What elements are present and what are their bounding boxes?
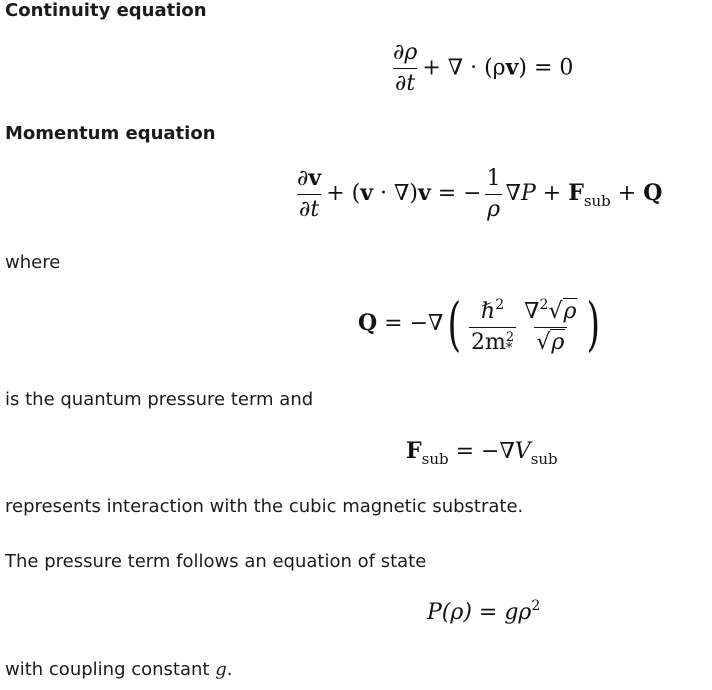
coupling-text-prefix: with coupling constant (5, 659, 216, 680)
fsub-symbol: F (406, 438, 422, 464)
q-close-paren: ) (586, 290, 601, 358)
continuity-velocity: v (505, 54, 519, 81)
substrate-text: represents interaction with the cubic magnetic substrate. (5, 496, 524, 517)
momentum-velocity-2: v (417, 180, 431, 206)
q-equals-nabla: = −∇ (377, 311, 444, 336)
quantum-pressure-text: is the quantum pressure term and (5, 389, 314, 410)
momentum-equation (292, 165, 662, 223)
coupling-text-suffix: . (226, 659, 233, 680)
continuity-fraction-denominator: ∂t (393, 68, 417, 97)
where-text: where (5, 252, 61, 273)
momentum-heading: Momentum equation (5, 123, 216, 144)
vsub-subscript: sub (530, 450, 558, 468)
momentum-equals: = − (430, 181, 482, 206)
coupling-symbol: g (215, 659, 227, 680)
fsub-rhs: = −∇V (448, 439, 531, 464)
continuity-equation (388, 40, 573, 97)
momentum-inverse-density (485, 166, 503, 223)
continuity-fraction-numerator: ∂ρ (393, 40, 418, 65)
quantum-pressure-equation (358, 292, 605, 356)
momentum-quantum-term: Q (643, 180, 663, 206)
q-hbar-num: ℏ$^2$ (481, 297, 505, 324)
momentum-fraction (295, 165, 323, 223)
momentum-pressure-gradient: ∇P + (505, 181, 569, 206)
q-hbar-fraction (469, 292, 516, 356)
state-text: The pressure term follows an equation of state (5, 551, 427, 572)
state-equation-body: P(ρ) = gρ (427, 600, 532, 625)
continuity-fraction (391, 40, 419, 97)
momentum-fraction-numerator: ∂v (297, 165, 322, 191)
q-sqrt-den: √ρ (534, 327, 567, 356)
momentum-force: F (568, 180, 584, 206)
momentum-dot-nabla: · ∇) (373, 181, 418, 206)
momentum-velocity-1: v (360, 180, 373, 206)
q-laplacian-fraction (522, 292, 579, 356)
q-open-paren: ( (447, 290, 462, 358)
continuity-rhs: ) = 0 (518, 55, 574, 81)
momentum-fraction-denominator: ∂t (297, 194, 321, 223)
q-laplacian-num: ∇$^2$√ρ (524, 297, 577, 324)
substrate-force-equation (406, 438, 558, 468)
state-equation-exponent: 2 (531, 598, 541, 614)
momentum-force-sub: sub (583, 192, 611, 210)
q-symbol: Q (358, 310, 378, 336)
momentum-inverse-density-den: ρ (485, 194, 502, 223)
q-mass-den: 2m 2 * (469, 327, 516, 356)
continuity-heading: Continuity equation (5, 0, 207, 21)
continuity-nabla-term: + ∇ · (ρ (422, 55, 506, 81)
state-equation (427, 598, 540, 625)
momentum-inverse-density-num: 1 (486, 165, 501, 191)
momentum-open-paren: + ( (326, 181, 361, 206)
momentum-plus: + (610, 181, 644, 206)
coupling-text (5, 659, 232, 681)
fsub-subscript: sub (421, 450, 449, 468)
